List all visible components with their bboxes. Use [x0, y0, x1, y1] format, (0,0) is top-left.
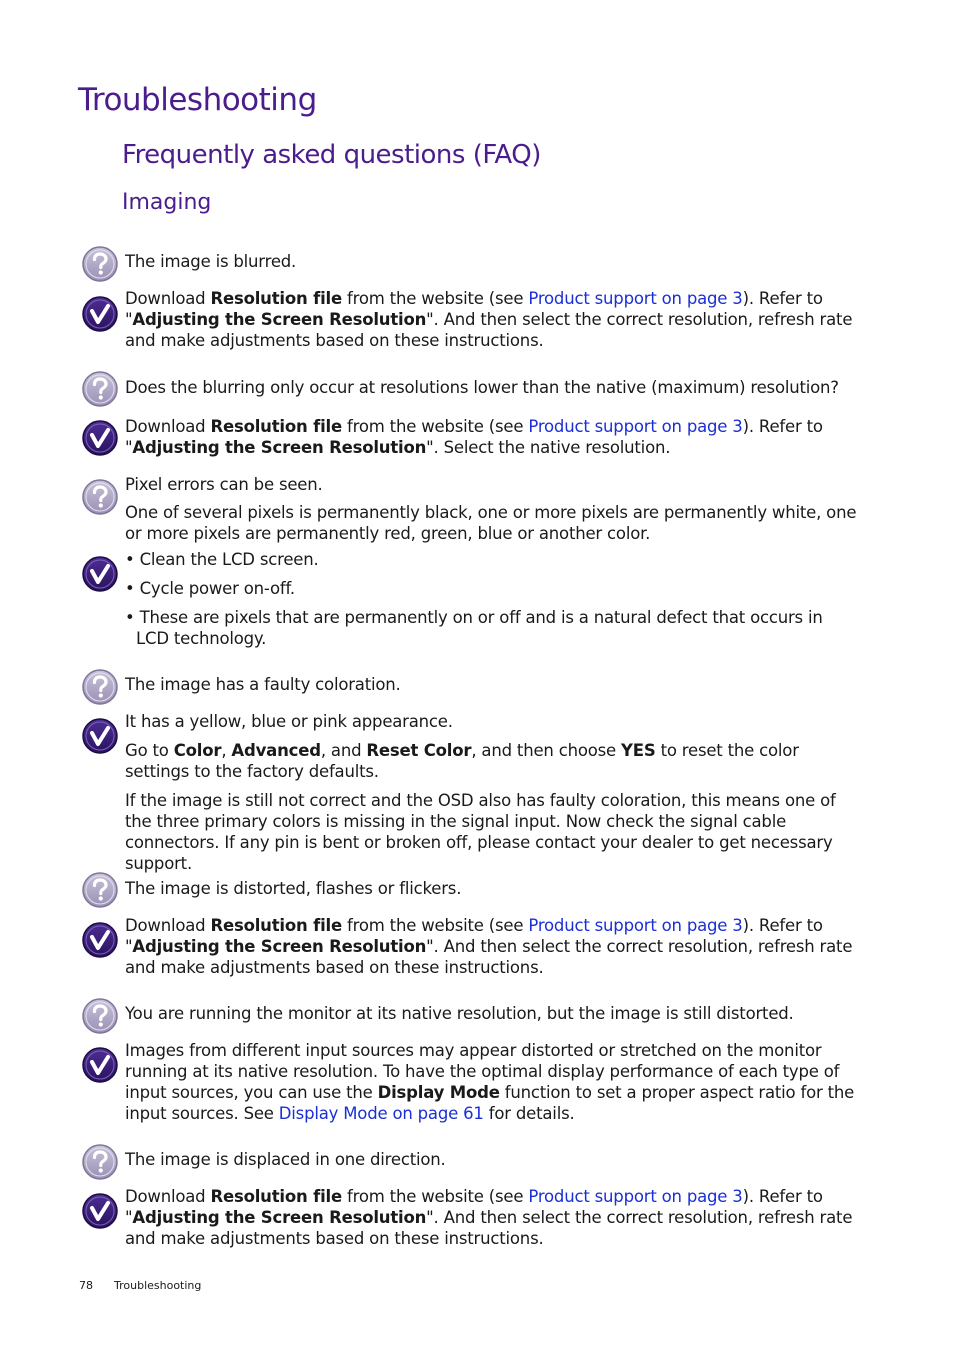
- check-icon: [81, 1046, 119, 1084]
- answer-text: Download Resolution file from the website (see Product support on page 3). Refer to "Adjusting the Screen Resolution". And then select the correct resolution, refresh rate and make adjustments based on these instructions.: [125, 916, 853, 977]
- check-icon: [81, 555, 119, 593]
- question-text: You are running the monitor at its native resolution, but the image is still distorted.: [125, 1004, 794, 1023]
- answer-text: Images from different input sources may appear distorted or stretched on the monitor running at its native resolution. To have the optimal display performance of each type of input sources, you can use the Display Mode function to set a proper aspect ratio for the input sources. See Display Mode on page 61 for details.: [125, 1041, 855, 1123]
- list-item: • These are pixels that are permanently on or off and is a natural defect that occurs in LCD technology.: [125, 608, 823, 648]
- question-title: Pixel errors can be seen.: [125, 475, 323, 494]
- product-support-link[interactable]: Product support on page 3: [528, 1187, 743, 1206]
- subsection-title: Imaging: [122, 190, 212, 215]
- question-icon: [81, 245, 119, 283]
- question-icon: [81, 871, 119, 909]
- question-text: [125, 474, 860, 544]
- list-item: • Clean the LCD screen.: [125, 550, 319, 569]
- question-icon: [81, 370, 119, 408]
- question-text: The image is distorted, flashes or flickers.: [125, 879, 462, 898]
- product-support-link[interactable]: Product support on page 3: [528, 417, 743, 436]
- footer-section: Troubleshooting: [114, 1279, 202, 1292]
- product-support-link[interactable]: Product support on page 3: [528, 289, 743, 308]
- list-item: • Cycle power on-off.: [125, 579, 295, 598]
- display-mode-link[interactable]: Display Mode on page 61: [278, 1104, 484, 1123]
- page-title: Troubleshooting: [78, 82, 317, 118]
- answer-text: Download Resolution file from the website (see Product support on page 3). Refer to "Adjusting the Screen Resolution". Select the native resolution.: [125, 417, 823, 457]
- question-text: Does the blurring only occur at resolutions lower than the native (maximum) resolution?: [125, 378, 839, 397]
- question-icon: [81, 478, 119, 516]
- answer-text: Download Resolution file from the website (see Product support on page 3). Refer to "Adjusting the Screen Resolution". And then select the correct resolution, refresh rate and make adjustments based on these instructions.: [125, 1187, 853, 1248]
- question-icon: [81, 668, 119, 706]
- product-support-link[interactable]: Product support on page 3: [528, 916, 743, 935]
- check-icon: [81, 295, 119, 333]
- page-number: 78: [79, 1279, 93, 1292]
- answer-text: Download Resolution file from the website (see Product support on page 3). Refer to "Adjusting the Screen Resolution". And then select the correct resolution, refresh rate and make adjustments based on these instructions.: [125, 289, 853, 350]
- section-title: Frequently asked questions (FAQ): [122, 140, 541, 170]
- answer-text: It has a yellow, blue or pink appearance. Go to Color, Advanced, and Reset Color, and then choose YES to reset the color settings to the factory defaults. If the image is still not correct and the OSD also has faulty coloration, this means one of the three primary colors is missing in the signal input. Now check the signal cable connectors. If any pin is bent or broken off, please contact your dealer to get necessary support.: [125, 712, 836, 873]
- check-icon: [81, 419, 119, 457]
- question-text: The image is displaced in one direction.: [125, 1150, 446, 1169]
- question-text: The image is blurred.: [125, 252, 297, 271]
- question-text: The image has a faulty coloration.: [125, 675, 401, 694]
- answer-text: [125, 549, 860, 649]
- check-icon: [81, 921, 119, 959]
- check-icon: [81, 717, 119, 755]
- question-icon: [81, 997, 119, 1035]
- check-icon: [81, 1192, 119, 1230]
- question-description: One of several pixels is permanently black, one or more pixels are permanently white, one or more pixels are permanently red, green, blue or another color.: [125, 503, 857, 543]
- question-icon: [81, 1143, 119, 1181]
